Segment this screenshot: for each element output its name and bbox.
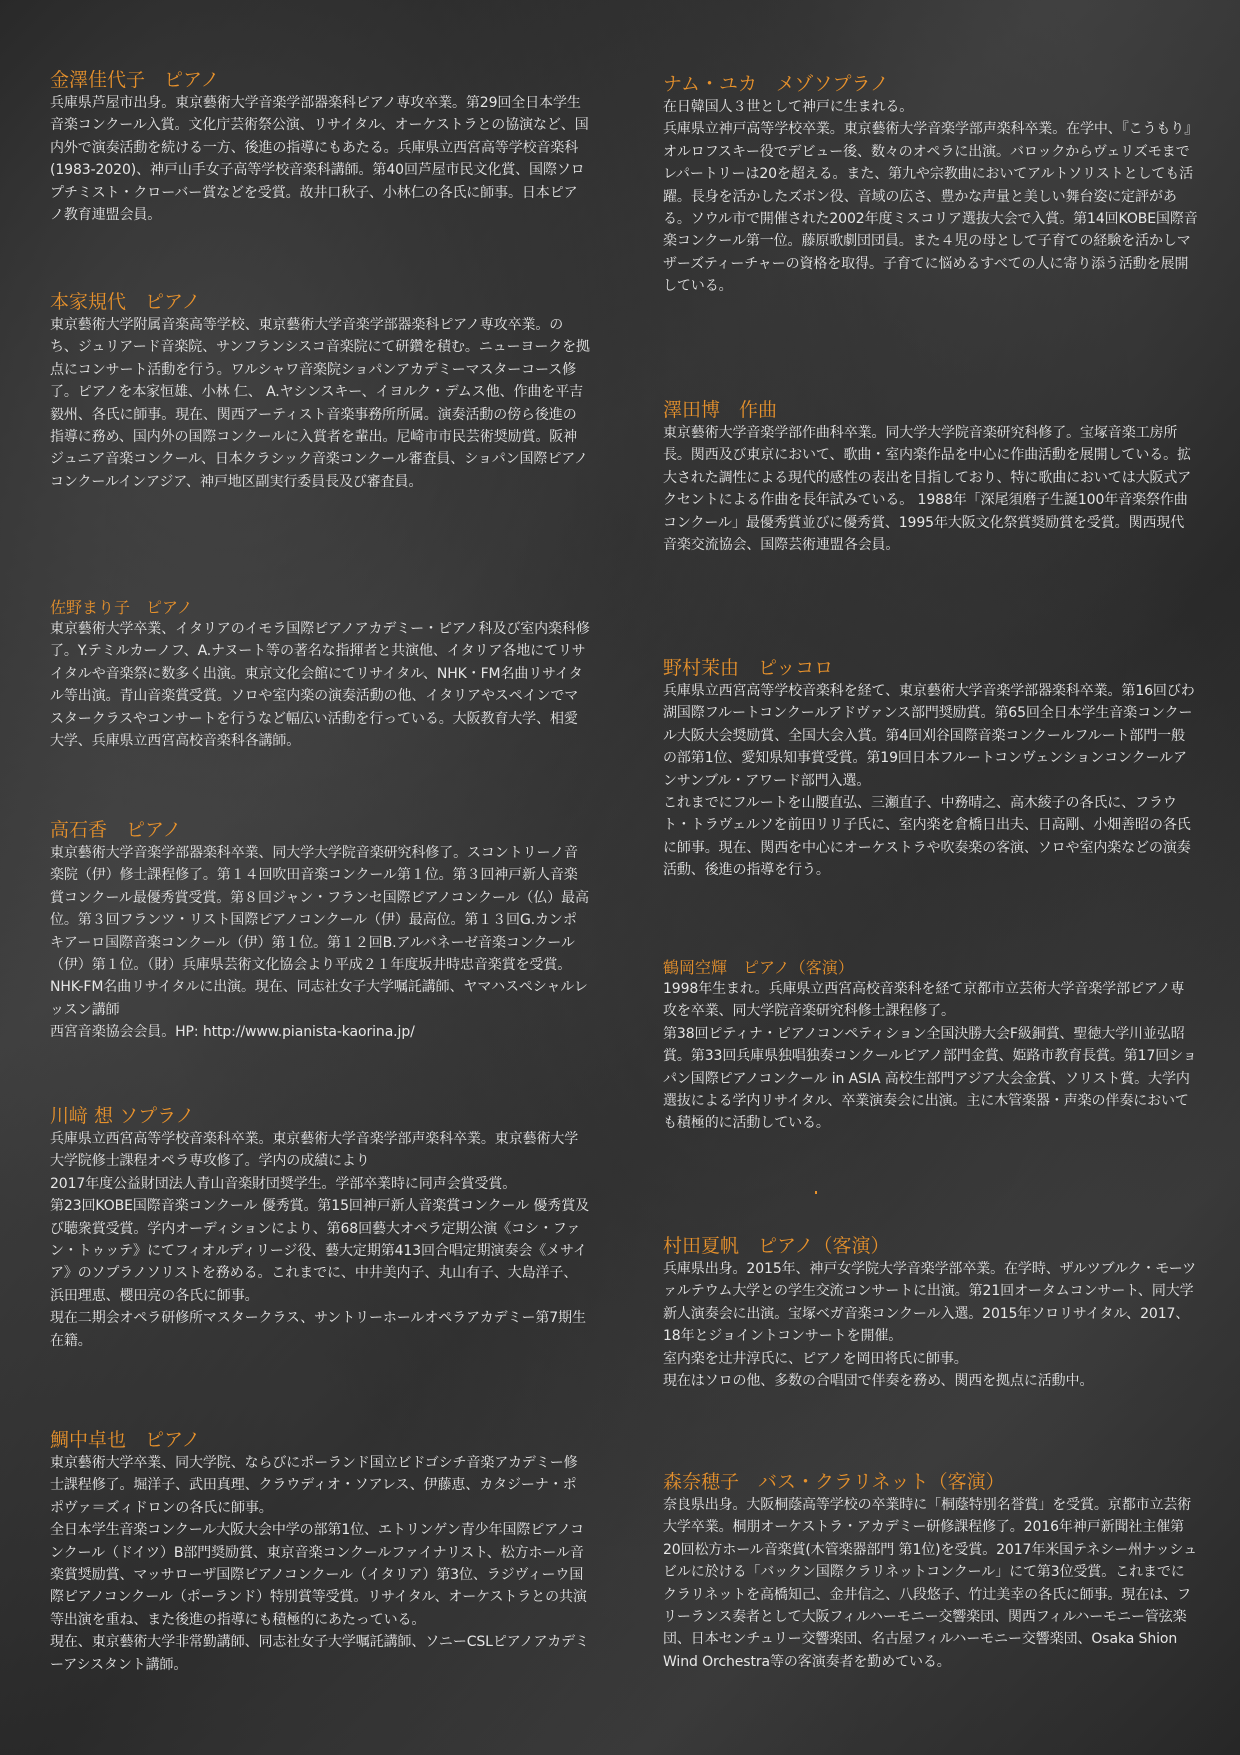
bio-paragraph: 西宮音楽協会会員。HP: http://www.pianista-kaorina.jp/	[50, 1024, 415, 1041]
bio-paragraph: 兵庫県出身。2015年、神戸女学院大学音楽学部卒業。在学時、ザルツブルク・モーツァルテウム大学との学生交流コンサートに出演。第21回オータムコンサート、同大学新人演奏会に出演。宝塚ベガ音楽コンクール入選。2015年ソロリサイタル、2017、18年とジョイントコンサートを開催。	[663, 1261, 1196, 1345]
bio-body	[663, 422, 1198, 556]
bio-sawada	[663, 398, 1198, 556]
bio-heading: 金澤佳代子 ピアノ	[50, 69, 220, 91]
bio-paragraph: 奈良県出身。大阪桐蔭高等学校の卒業時に「桐蔭特別名誉賞」を受賞。京都市立芸術大学卒業。桐朋オーケストラ・アカデミー研修課程修了。2016年神戸新聞社主催第20回松方ホール音楽賞(木管楽器部門 第1位)を受賞。2017年米国テネシー州ナッシュビルに於ける「バックン国際クラリネットコンクール」にて第3位受賞。これまでにクラリネットを高橋知己、金井信之、八段悠子、竹辻美幸の各氏に師事。現在は、フリーランス奏者として大阪フィルハーモニー交響楽団、関西フィルハーモニー管弦楽団、日本センチュリー交響楽団、名古屋フィルハーモニー交響楽団、Osaka Shion Wind Orchestra等の客演奏者を勤めている。	[663, 1497, 1198, 1670]
bio-takaishi	[50, 818, 590, 1044]
bio-body	[663, 1258, 1198, 1392]
bio-paragraph: 東京藝術大学音楽学部器楽科卒業、同大学大学院音楽研究科修了。スコントリーノ音楽院（伊）修士課程修了。第１４回吹田音楽コンクール第１位。第３回神戸新人音楽賞コンクール最優秀賞受賞。第８回ジャン・フランセ国際ピアノコンクール（仏）最高位。第３回フランツ・リスト国際ピアノコンクール（伊）最高位。第１３回G.カンポキアーロ国際音楽コンクール（伊）第１位。第１２回B.アルバネーゼ音楽コンクール（伊）第１位。（財）兵庫県芸術文化協会より平成２１年度坂井時忠音楽賞を受賞。NHK-FM名曲リサイタルに出演。現在、同志社女子大学嘱託講師、ヤマハスペシャルレッスン講師	[50, 845, 589, 1018]
bio-murata	[663, 1234, 1198, 1392]
bio-mori	[663, 1470, 1198, 1673]
bio-nam	[663, 72, 1198, 298]
bio-paragraph: 現在二期会オペラ研修所マスタークラス、サントリーホールオペラアカデミー第7期生在籍。	[50, 1310, 586, 1349]
decorative-dot	[815, 1191, 817, 1194]
bio-paragraph: 兵庫県立西宮高等学校音楽科卒業。東京藝術大学音楽学部声楽科卒業。東京藝術大学大学院修士課程オペラ専攻修了。学内の成績により	[50, 1131, 579, 1170]
bio-paragraph: 東京藝術大学卒業、同大学院、ならびにポーランド国立ビドゴシチ音楽アカデミー修士課程修了。堀洋子、武田真理、クラウディオ・ソアレス、伊藤恵、カタジーナ・ポポヴァ＝ズィドロンの各氏に師事。	[50, 1455, 578, 1516]
bio-paragraph: 現在、東京藝術大学非常勤講師、同志社女子大学嘱託講師、ソニーCSLピアノアカデミーアシスタント講師。	[50, 1634, 589, 1673]
bio-paragraph: 2017年度公益財団法人青山音楽財団奨学生。学部卒業時に同声会賞受賞。	[50, 1175, 517, 1192]
bio-kanazawa	[50, 68, 590, 226]
bio-paragraph: 兵庫県芦屋市出身。東京藝術大学音楽学部器楽科ピアノ専攻卒業。第29回全日本学生音楽コンクール入賞。文化庁芸術祭公演、リサイタル、オーケストラとの協演など、国内外で演奏活動を続ける一方、後進の指導にもあたる。兵庫県立西宮高等学校音楽科(1983-2020)、神戸山手女子高等学校音楽科講師。第40回芦屋市民文化賞、国際ソロプチミスト・クローバー賞などを受賞。故井口秋子、小林仁の各氏に師事。日本ピアノ教育連盟会員。	[50, 95, 589, 224]
bio-tsuruoka	[663, 958, 1198, 1135]
bio-heading: ナム・ユカ メゾソプラノ	[663, 73, 889, 95]
bio-kawasaki	[50, 1104, 590, 1352]
bio-heading: 高石香 ピアノ	[50, 819, 182, 841]
bio-body	[50, 1128, 590, 1352]
bio-body	[663, 978, 1198, 1135]
bio-nomura	[663, 656, 1198, 882]
bio-heading: 澤田博 作曲	[663, 399, 778, 421]
bio-paragraph: 現在はソロの他、多数の合唱団で伴奏を務め、関西を拠点に活動中。	[663, 1373, 1094, 1390]
bio-body	[663, 680, 1198, 882]
bio-body	[663, 1494, 1198, 1673]
bio-heading: 野村茉由 ピッコロ	[663, 657, 834, 679]
bio-body	[663, 96, 1198, 298]
bio-paragraph: 第38回ピティナ・ピアノコンペティション全国決勝大会F級銅賞、聖徳大学川並弘昭賞。第33回兵庫県独唱独奏コンクールピアノ部門金賞、姫路市教育長賞。第17回ショパン国際ピアノコンクール in ASIA 高校生部門アジア大会金賞、ソリスト賞。大学内選抜による学内リサイタル、卒業演奏会に出演。主に木管楽器・声楽の伴奏においても積極的に活動している。	[663, 1025, 1197, 1132]
bio-paragraph: 東京藝術大学音楽学部作曲科卒業。同大学大学院音楽研究科修了。宝塚音楽工房所長。関西及び東京において、歌曲・室内楽作品を中心に作曲活動を展開している。拡大された調性による現代的感性の表出を目指しており、特に歌曲においては大阪式アクセントによる作曲を長年試みている。 1988年「深尾須磨子生誕100年音楽祭作曲コンクール」最優秀賞並びに優秀賞、1995年大阪文化祭賞奨励賞を受賞。関西現代音楽交流協会、国際芸術連盟各会員。	[663, 425, 1192, 554]
bio-paragraph: 在日韓国人３世として神戸に生まれる。	[663, 99, 914, 115]
bio-heading: 川﨑 想 ソプラノ	[50, 1105, 195, 1127]
bio-heading: 鯛中卓也 ピアノ	[50, 1429, 201, 1451]
bio-heading: 佐野まり子 ピアノ	[50, 598, 193, 617]
bio-paragraph: 1998年生まれ。兵庫県立西宮高校音楽科を経て京都市立芸術大学音楽学部ピアノ専攻を卒業、同大学院音楽研究科修士課程修了。	[663, 981, 1185, 1020]
bio-heading: 本家規代 ピアノ	[50, 291, 201, 313]
bio-paragraph: 東京藝術大学附属音楽高等学校、東京藝術大学音楽学部器楽科ピアノ専攻卒業。のち、ジュリアード音楽院、サンフランシスコ音楽院にて研鑽を積む。ニューヨークを拠点にコンサート活動を行う。ワルシャワ音楽院ショパンアカデミーマスターコース修了。ピアノを本家恒雄、小林 仁、 A.ヤシンスキー、イヨルク・デムス他、作曲を平吉毅州、各氏に師事。現在、関西アーティスト音楽事務所所属。演奏活動の傍ら後進の指導に務め、国内外の国際コンクールに入賞者を輩出。尼崎市市民芸術奨励賞。阪神ジュニア音楽コンクール、日本クラシック音楽コンクール審査員、ショパン国際ピアノコンクールインアジア、神戸地区副実行委員長及び審査員。	[50, 317, 590, 490]
bio-paragraph: 第23回KOBE国際音楽コンクール 優秀賞。第15回神戸新人音楽賞コンクール 優秀賞及び聴衆賞受賞。学内オーディションにより、第68回藝大オペラ定期公演《コシ・ファン・トゥッテ》にてフィオルディリージ役、藝大定期第413回合唱定期演奏会《メサイア》のソプラノソリストを務める。これまでに、中井美内子、丸山有子、大島洋子、浜田理恵、櫻田亮の各氏に師事。	[50, 1198, 589, 1304]
bio-paragraph: 室内楽を辻井淳氏に、ピアノを岡田将氏に師事。	[663, 1350, 968, 1367]
bio-sano	[50, 598, 590, 752]
bio-body	[50, 1452, 590, 1676]
bio-heading: 鶴岡空輝 ピアノ（客演）	[663, 958, 854, 977]
bio-heading: 村田夏帆 ピアノ（客演）	[663, 1235, 890, 1257]
bio-heading: 森奈穂子 バス・クラリネット（客演）	[663, 1471, 1005, 1493]
bio-body	[50, 842, 590, 1044]
bio-tainaka	[50, 1428, 590, 1676]
bio-paragraph: 東京藝術大学卒業、イタリアのイモラ国際ピアノアカデミー・ピアノ科及び室内楽科修了。Y.テミルカーノフ、A.ナヌート等の著名な指揮者と共演他、イタリア各地にてリサイタルや音楽祭に数多く出演。東京文化会館にてリサイタル、NHK・FM名曲リサイタル等出演。青山音楽賞受賞。ソロや室内楽の演奏活動の他、イタリアやスペインでマスタークラスやコンサートを行うなど幅広い活動を行っている。大阪教育大学、相愛大学、兵庫県立西宮高校音楽科各講師。	[50, 621, 590, 750]
bio-honke	[50, 290, 590, 493]
bio-body	[50, 92, 590, 226]
bio-paragraph: 兵庫県立神戸高等学校卒業。東京藝術大学音楽学部声楽科卒業。在学中、『こうもり』オルロフスキー役でデビュー後、数々のオペラに出演。バロックからヴェリズモまでレパートリーは20を超える。また、第九や宗教曲においてアルトソリストとしても活躍。長身を活かしたズボン役、音域の広さ、豊かな声量と美しい舞台姿に定評がある。ソウル市で開催された2002年度ミスコリア選抜大会で入賞。第14回KOBE国際音楽コンクール第一位。藤原歌劇団団員。また４児の母として子育ての経験を活かしマザーズティーチャーの資格を取得。子育てに悩めるすべての人に寄り添う活動を展開している。	[663, 121, 1198, 295]
bio-paragraph: これまでにフルートを山腰直弘、三瀬直子、中務晴之、高木綾子の各氏に、フラウト・トラヴェルソを前田リリ子氏に、室内楽を倉橋日出夫、日高剛、小畑善昭の各氏に師事。現在、関西を中心にオーケストラや吹奏楽の客演、ソロや室内楽などの演奏活動、後進の指導を行う。	[663, 795, 1191, 879]
bio-paragraph: 全日本学生音楽コンクール大阪大会中学の部第1位、エトリンゲン青少年国際ピアノコンクール（ドイツ）B部門奨励賞、東京音楽コンクールファイナリスト、松方ホール音楽賞奨励賞、マッサローザ国際ピアノコンクール（イタリア）第3位、ラジヴィーウ国際ピアノコンクール（ポーランド）特別賞等受賞。リサイタル、オーケストラとの共演等出演を重ね、また後進の指導にも積極的にあたっている。	[50, 1522, 587, 1628]
bio-paragraph: 兵庫県立西宮高等学校音楽科を経て、東京藝術大学音楽学部器楽科卒業。第16回びわ湖国際フルートコンクールアドヴァンス部門奨励賞。第65回全日本学生音楽コンクール大阪大会奨励賞、全国大会入賞。第4回刈谷国際音楽コンクールフルート部門一般の部第1位、愛知県知事賞受賞。第19回日本フルートコンヴェンションコンクールアンサンブル・アワード部門入選。	[663, 683, 1195, 789]
bio-body	[50, 618, 590, 752]
bio-body	[50, 314, 590, 493]
